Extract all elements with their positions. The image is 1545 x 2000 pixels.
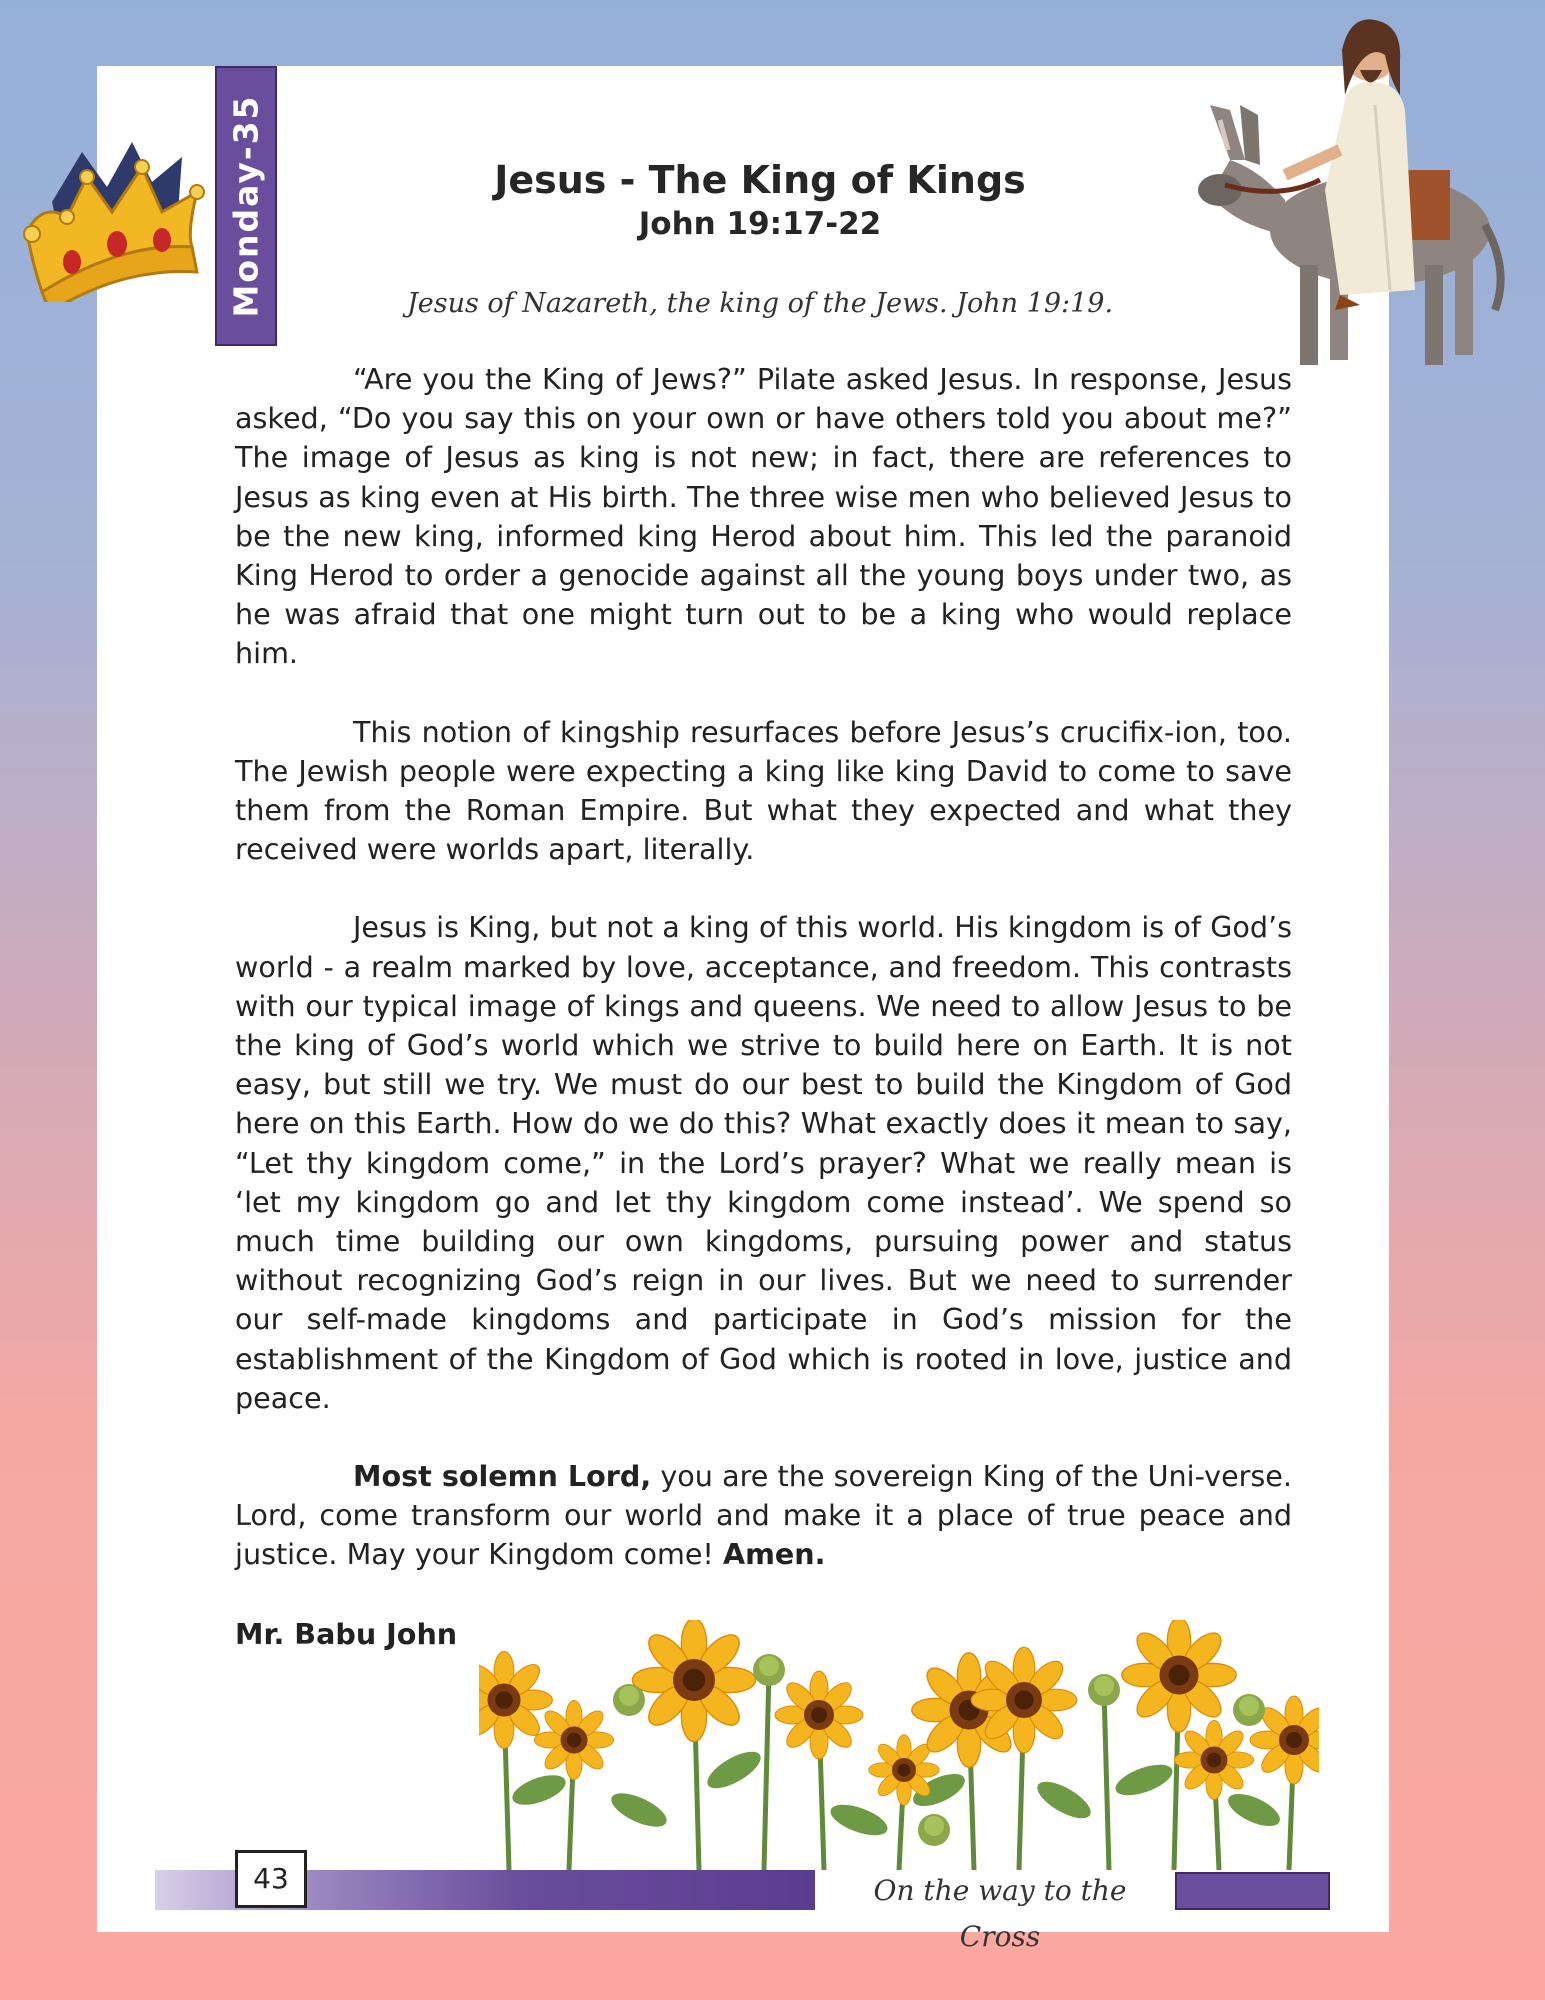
day-label: Monday-35: [226, 94, 266, 318]
author-name: Mr. Babu John: [235, 1617, 458, 1651]
crown-icon: [12, 132, 212, 302]
day-label-tab: [215, 66, 277, 346]
sunflowers-illustration: [479, 1620, 1319, 1870]
page-title: Jesus - The King of Kings: [494, 158, 1026, 202]
footer-accent-bar: [1175, 1872, 1330, 1910]
footer-tagline: On the way to the Cross: [873, 1874, 1127, 1953]
key-verse: Jesus of Nazareth, the king of the Jews. John 19:19.: [406, 288, 1114, 319]
page-number: 43: [235, 1850, 307, 1908]
paragraph-3: Jesus is King, but not a king of this world. His kingdom is of God’s world - a realm marked by love, acceptance, and freedom. This contrasts with our typical image of kings and queens. We need to allow Jesus to be the king of God’s world which we strive to build here on Earth. It is not easy, but still we try. We must do our best to build the Kingdom of God here on this Earth. How do we do this? What exactly does it mean to say, “Let thy kingdom come,” in the Lord’s prayer? What we really mean is ‘let my kingdom go and let thy kingdom come instead’. We spend so much time building our own kingdoms, pursuing power and status without recognizing God’s reign in our lives. But we need to surrender our self-made kingdoms and participate in God’s mission for the establishment of the Kingdom of God which is rooted in love, justice and peace.: [235, 910, 1292, 1415]
prayer-paragraph: [235, 1457, 1292, 1575]
jesus-on-donkey-illustration: [1190, 10, 1515, 375]
reflection-body: [235, 360, 1292, 1614]
prayer-text: you are the sovereign King of the Uni-verse. Lord, come transform our world and make it a place of true peace and justice. May your Kingdom come!: [235, 1459, 1292, 1572]
scripture-reference: John 19:17-22: [638, 206, 882, 242]
paragraph-1: “Are you the King of Jews?” Pilate asked Jesus. In response, Jesus asked, “Do you say this on your own or have others told you about me?” The image of Jesus as king is not new; in fact, there are references to Jesus as king even at His birth. The three wise men who believed Jesus to be the new king, informed king Herod about him. This led the paranoid King Herod to order a genocide against all the young boys under two, as he was afraid that one might turn out to be a king who would replace him.: [235, 362, 1292, 671]
prayer-lead: Most solemn Lord,: [353, 1459, 652, 1494]
prayer-amen: Amen.: [722, 1537, 826, 1572]
paragraph-2: This notion of kingship resurfaces before Jesus’s crucifix-ion, too. The Jewish people were expecting a king like king David to come to save them from the Roman Empire. But what they expected and what they received were worlds apart, literally.: [235, 714, 1292, 867]
